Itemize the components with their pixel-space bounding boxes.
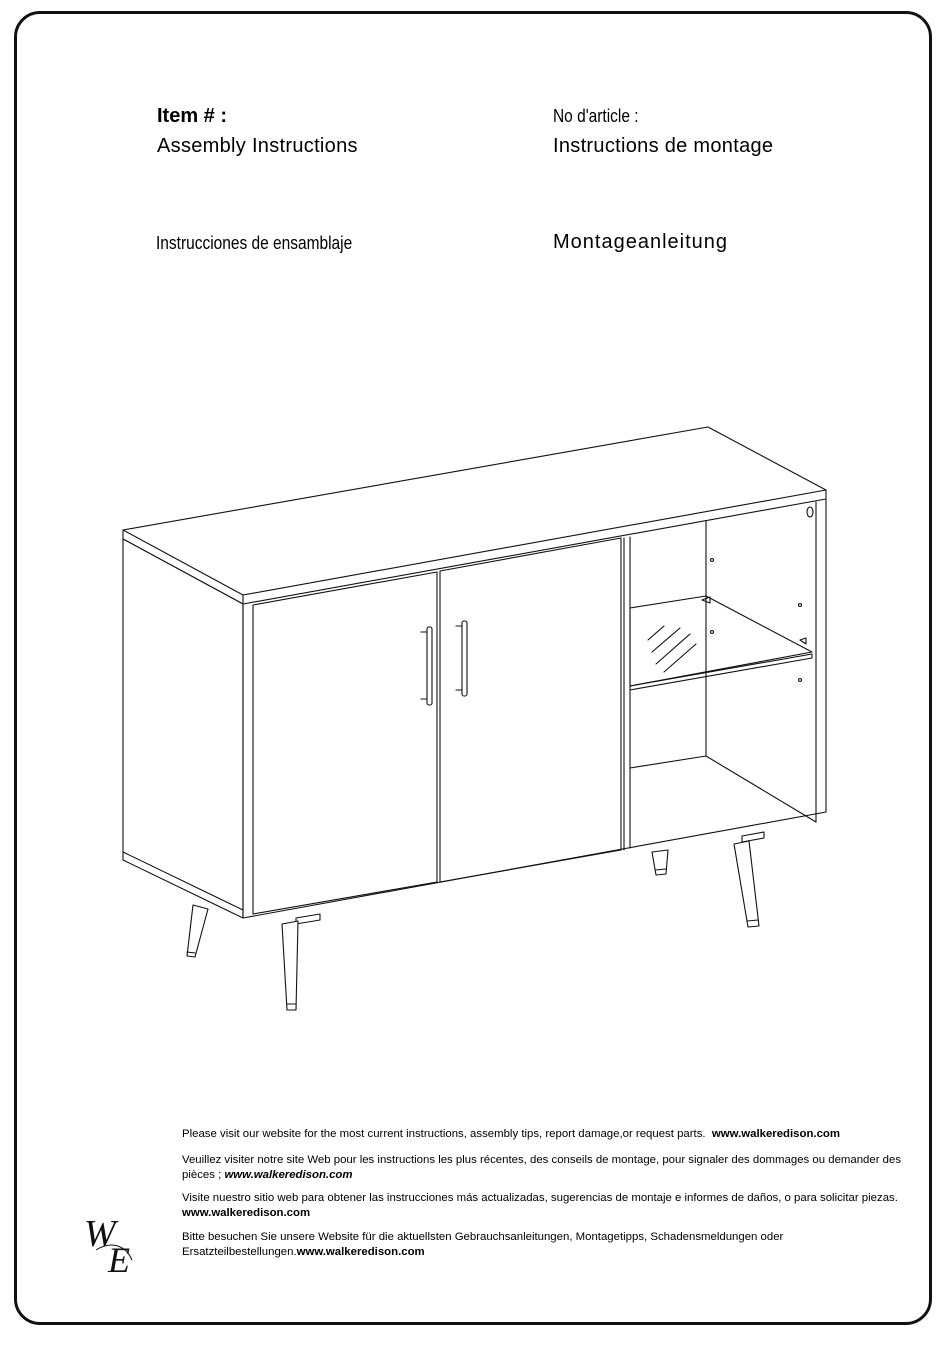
assembly-instructions-de: Montageanleitung xyxy=(553,231,729,253)
note-es-text: Visite nuestro sitio web para obtener las instrucciones más actualizadas, sugerencias de montaje e informes de daños, o para solicitar piezas. xyxy=(182,1192,898,1204)
note-fr-text: Veuillez visiter notre site Web pour les instructions les plus récentes, des conseils de montage, pour signaler des dommages ou demander des pièces ; xyxy=(182,1154,902,1181)
website-link-fr[interactable]: www.walkeredison.com xyxy=(224,1169,353,1181)
note-de xyxy=(182,1230,908,1260)
svg-text:E: E xyxy=(108,1240,130,1278)
website-link-en[interactable]: www.walkeredison.com xyxy=(711,1128,840,1140)
assembly-instructions-en: Assembly Instructions xyxy=(157,135,358,157)
assembly-instructions-es: Instrucciones de ensamblaje xyxy=(156,233,353,253)
note-en xyxy=(182,1127,908,1142)
note-es xyxy=(182,1191,908,1221)
we-monogram-logo xyxy=(82,1210,148,1278)
website-link-es[interactable]: www.walkeredison.com xyxy=(182,1207,311,1219)
item-number-label: Item # : xyxy=(157,105,228,127)
note-en-text: Please visit our website for the most current instructions, assembly tips, report damage,or request parts. xyxy=(182,1128,706,1140)
note-fr xyxy=(182,1153,908,1183)
assembly-instructions-fr: Instructions de montage xyxy=(553,135,774,157)
website-link-de[interactable]: www.walkeredison.com xyxy=(296,1246,425,1258)
note-de-text: Bitte besuchen Sie unsere Website für die aktuellsten Gebrauchsanleitungen, Montagetipps, Schadensmeldungen oder Ersatzteilbestellungen. xyxy=(182,1231,784,1258)
item-number-label-fr: No d'article : xyxy=(553,106,639,126)
svg-text:W: W xyxy=(84,1213,116,1255)
